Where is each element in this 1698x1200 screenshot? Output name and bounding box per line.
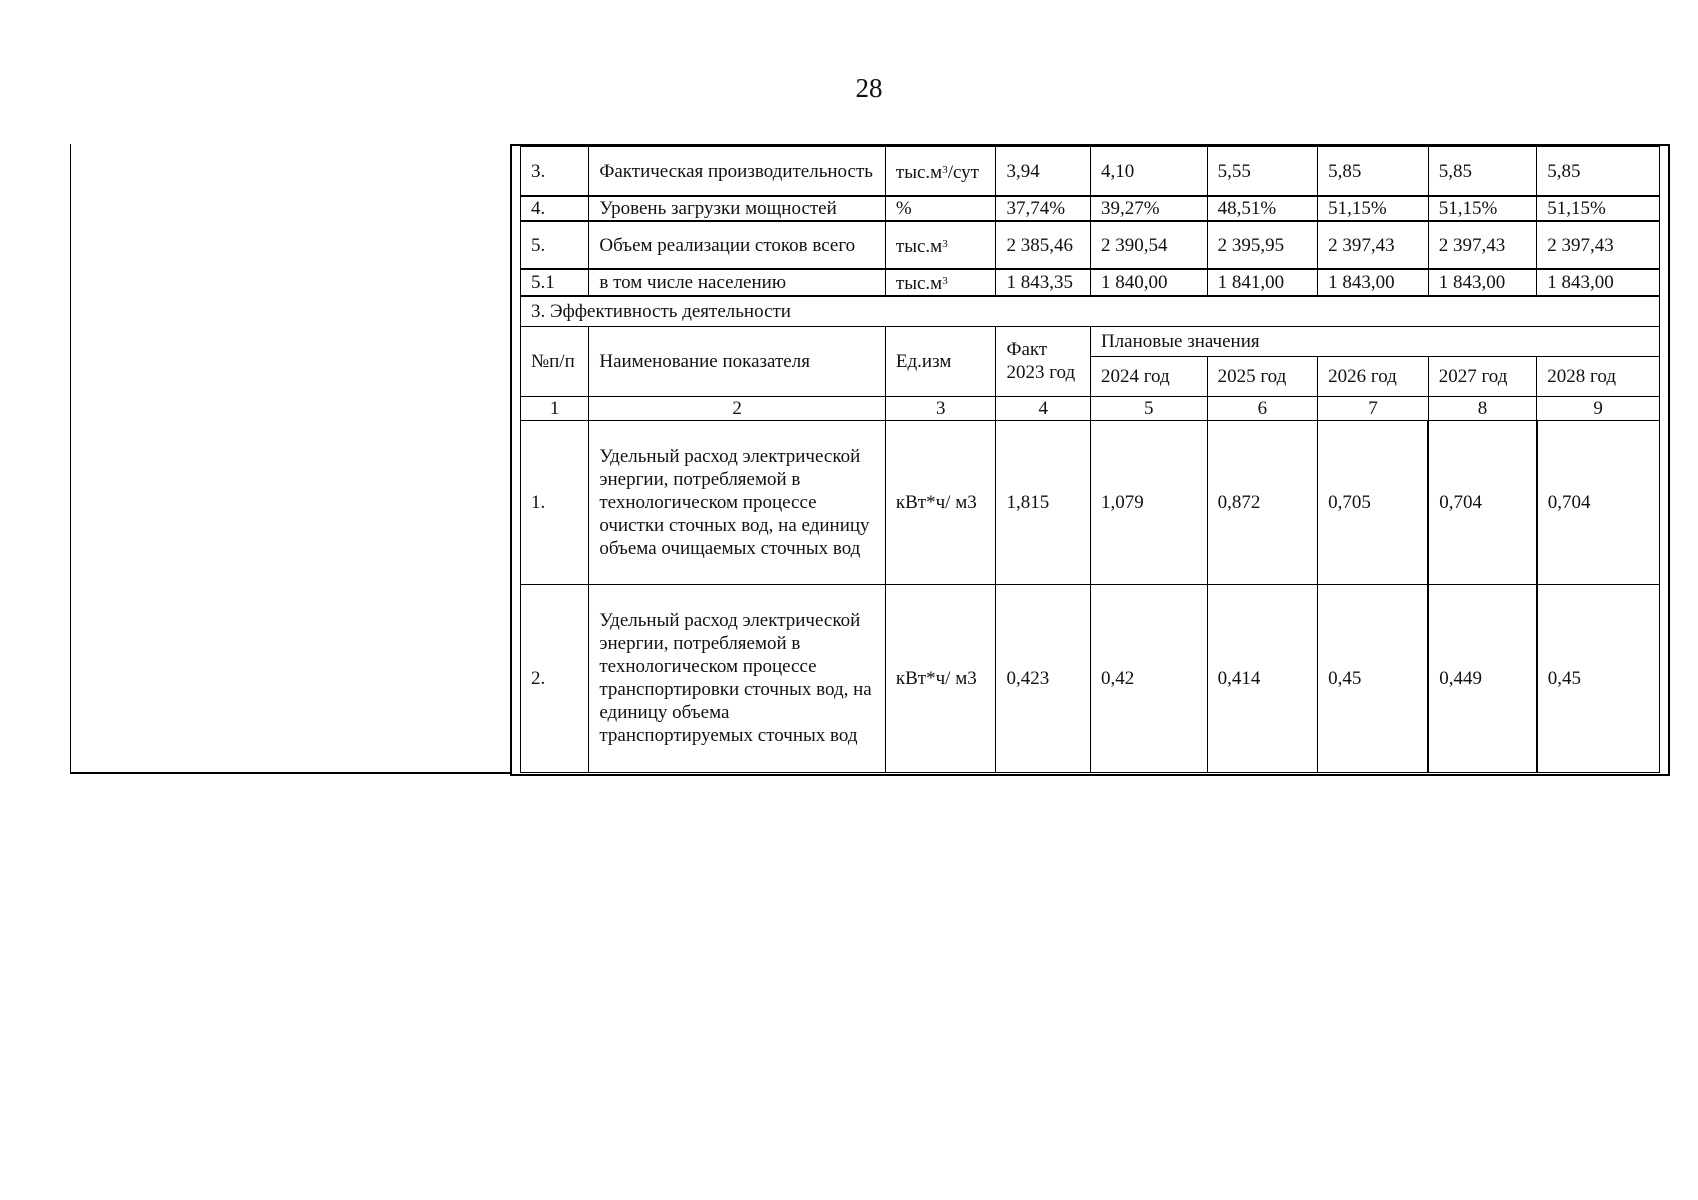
header-num: №п/п	[521, 326, 589, 396]
value-cell: 5,85	[1428, 146, 1537, 196]
unit-cell: $тыс.м^3$	[885, 269, 996, 296]
indicators-table	[520, 145, 1660, 773]
value-cell: 0,423	[996, 584, 1090, 772]
value-cell: 1 843,00	[1428, 269, 1537, 296]
unit-cell: $тыс.м^3$	[885, 221, 996, 269]
section-row	[521, 296, 1660, 326]
indicator-name: Уровень загрузки мощностей	[589, 196, 886, 221]
value-cell: 51,15%	[1318, 196, 1429, 221]
value-cell: 1,815	[996, 420, 1090, 584]
column-index: 7	[1318, 396, 1429, 420]
column-index: 2	[589, 396, 886, 420]
table-row	[521, 221, 1660, 269]
value-cell: 1 840,00	[1090, 269, 1207, 296]
table-row	[521, 420, 1660, 584]
header-plan: Плановые значения	[1090, 326, 1659, 356]
table-row	[521, 584, 1660, 772]
value-cell: 1 841,00	[1207, 269, 1318, 296]
value-cell: 4,10	[1090, 146, 1207, 196]
column-index: 9	[1537, 396, 1660, 420]
header-year: 2027 год	[1428, 356, 1537, 396]
value-cell: 0,449	[1428, 584, 1537, 772]
value-cell: 1 843,00	[1318, 269, 1429, 296]
value-cell: 0,45	[1537, 584, 1660, 772]
row-number: 1.	[521, 420, 589, 584]
header-name: Наименование показателя	[589, 326, 886, 396]
unit-cell: $тыс.м^3$/сут	[885, 146, 996, 196]
value-cell: 5,55	[1207, 146, 1318, 196]
value-cell: 51,15%	[1428, 196, 1537, 221]
value-cell: 39,27%	[1090, 196, 1207, 221]
value-cell: 3,94	[996, 146, 1090, 196]
value-cell: 0,42	[1090, 584, 1207, 772]
section-title: 3. Эффективность деятельности	[521, 296, 1660, 326]
row-number: 2.	[521, 584, 589, 772]
indicator-name: в том числе населению	[589, 269, 886, 296]
header-year: 2024 год	[1090, 356, 1207, 396]
value-cell: 2 397,43	[1537, 221, 1660, 269]
value-cell: 0,704	[1537, 420, 1660, 584]
value-cell: 2 397,43	[1428, 221, 1537, 269]
value-cell: 1,079	[1090, 420, 1207, 584]
indicator-name: Удельный расход электрической энергии, потребляемой в технологическом процессе очистки сточных вод, на единицу объема очищаемых сточных вод	[589, 420, 886, 584]
column-index: 4	[996, 396, 1090, 420]
value-cell: 2 385,46	[996, 221, 1090, 269]
header-fact: Факт 2023 год	[996, 326, 1090, 396]
table-header-row	[521, 326, 1660, 356]
value-cell: 5,85	[1537, 146, 1660, 196]
row-number: 5.	[521, 221, 589, 269]
table-row	[521, 269, 1660, 296]
value-cell: 2 397,43	[1318, 221, 1429, 269]
unit-cell: %	[885, 196, 996, 221]
value-cell: 0,414	[1207, 584, 1318, 772]
indicator-name: Удельный расход электрической энергии, потребляемой в технологическом процессе транспортировки сточных вод, на единицу объема транспортируемых сточных вод	[589, 584, 886, 772]
value-cell: 0,704	[1428, 420, 1537, 584]
header-unit: Ед.изм	[885, 326, 996, 396]
header-year: 2028 год	[1537, 356, 1660, 396]
value-cell: 37,74%	[996, 196, 1090, 221]
value-cell: 5,85	[1318, 146, 1429, 196]
page-number: 28	[855, 73, 883, 103]
table-row	[521, 146, 1660, 196]
column-index: 5	[1090, 396, 1207, 420]
row-number: 3.	[521, 146, 589, 196]
value-cell: 0,45	[1318, 584, 1429, 772]
value-cell: 2 395,95	[1207, 221, 1318, 269]
header-year: 2025 год	[1207, 356, 1318, 396]
column-index: 3	[885, 396, 996, 420]
value-cell: 0,872	[1207, 420, 1318, 584]
left-column-panel	[70, 144, 510, 774]
value-cell: 2 390,54	[1090, 221, 1207, 269]
value-cell: 51,15%	[1537, 196, 1660, 221]
header-year: 2026 год	[1318, 356, 1429, 396]
value-cell: 1 843,00	[1537, 269, 1660, 296]
column-index: 6	[1207, 396, 1318, 420]
column-index-row	[521, 396, 1660, 420]
value-cell: 48,51%	[1207, 196, 1318, 221]
indicator-name: Фактическая производительность	[589, 146, 886, 196]
unit-cell: кВт*ч/ м3	[885, 420, 996, 584]
value-cell: 0,705	[1318, 420, 1429, 584]
value-cell: 1 843,35	[996, 269, 1090, 296]
row-number: 4.	[521, 196, 589, 221]
indicator-name: Объем реализации стоков всего	[589, 221, 886, 269]
column-index: 8	[1428, 396, 1537, 420]
unit-cell: кВт*ч/ м3	[885, 584, 996, 772]
row-number: 5.1	[521, 269, 589, 296]
column-index: 1	[521, 396, 589, 420]
table-row	[521, 196, 1660, 221]
